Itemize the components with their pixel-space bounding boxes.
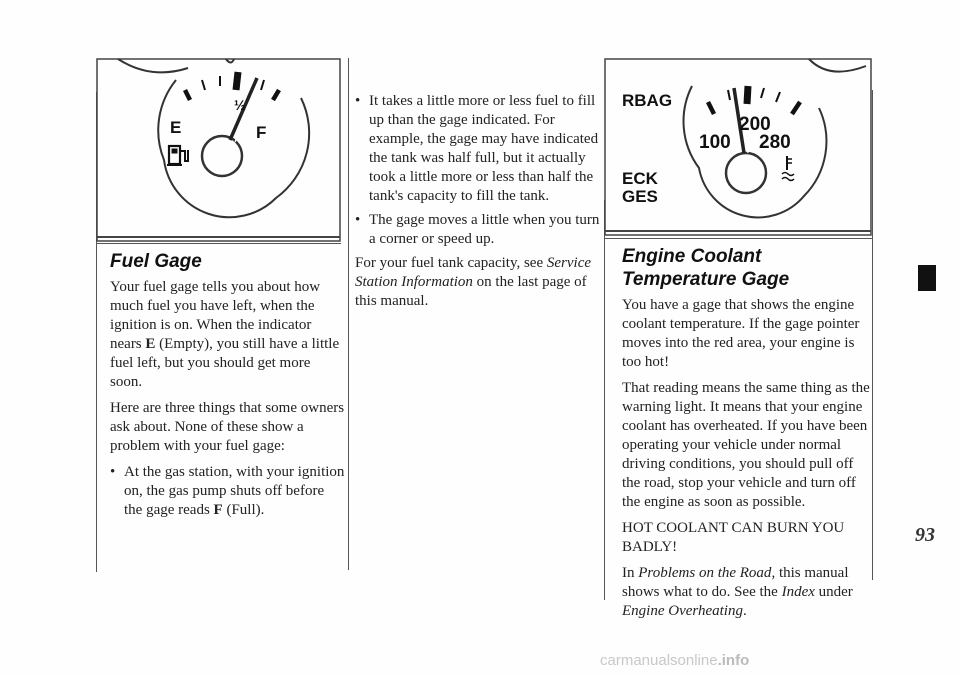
- fuel-gage-bullet-1: • At the gas station, with your ignition on, the gas pump shuts off before the gage reads F (Full).: [110, 464, 345, 518]
- coolant-gage-right-value: 280: [759, 132, 791, 153]
- fuel-gage-column-continued: [355, 92, 602, 318]
- fuel-gage-heading: Fuel Gage: [110, 251, 202, 272]
- coolant-gage-top-value: 200: [739, 114, 771, 135]
- coolant-left-text-1: RBAG: [622, 91, 673, 110]
- coolant-gage-heading: Engine Coolant Temperature Gage: [622, 246, 790, 290]
- coolant-left-text-2: ECK: [622, 169, 658, 188]
- page-number: 93: [915, 524, 935, 546]
- fuel-illustration-bottom-rule: [96, 243, 341, 244]
- fuel-gage-bullet-3: • The gage moves a little when you turn a corner or speed up.: [355, 212, 600, 247]
- coolant-paragraph-2: That reading means the same thing as the warning light. It means that your engine coolant has overheated. If you have been operating your vehicle under normal driving conditions, you should pull off the road, stop your vehicle and turn off the engine as soon as possible.: [622, 380, 870, 510]
- fuel-gage-half-mark: ½: [234, 97, 246, 113]
- coolant-temperature-icon: [782, 156, 794, 181]
- coolant-paragraph-4: In Problems on the Road, this manual shows what to do. See the Index under Engine Overheating.: [622, 565, 853, 619]
- coolant-warning: HOT COOLANT CAN BURN YOU BADLY!: [622, 520, 845, 555]
- fuel-gage-paragraph-1: Your fuel gage tells you about how much fuel you have left, when the ignition is on. When the indicator nears E (Empty), you still have a little fuel left, but you should get more soon.: [110, 279, 340, 390]
- section-tab-marker: [918, 265, 936, 291]
- watermark: carmanualsonline.info: [600, 652, 750, 669]
- coolant-paragraph-1: You have a gage that shows the engine coolant temperature. If the gage pointer moves into the red area, your engine is too hot!: [622, 297, 860, 370]
- column-rule-right-outer: [872, 90, 873, 580]
- fuel-gage-bullet-2: • It takes a little more or less fuel to fill up than the gage indicated. For example, the gage may have indicated the tank was half full, but it actually took a little more or less than half the tank's capacity to fill the tank.: [355, 93, 599, 204]
- coolant-left-text-3: GES: [622, 187, 658, 206]
- fuel-gage-full-mark: F: [256, 123, 267, 142]
- fuel-gage-paragraph-3: For your fuel tank capacity, see Service Station Information on the last page of this manual.: [355, 255, 592, 309]
- coolant-illustration-bottom-rule: [604, 238, 872, 239]
- column-rule-right-inner: [604, 200, 605, 600]
- fuel-pump-icon: [167, 146, 188, 166]
- column-rule-middle: [348, 58, 349, 570]
- fuel-gage-empty-mark: E: [170, 118, 182, 137]
- fuel-gage-paragraph-2: Here are three things that some owners ask about. None of these show a problem with your fuel gage:: [110, 400, 345, 454]
- coolant-gage-column: [622, 245, 870, 628]
- coolant-gage-illustration: [604, 58, 872, 238]
- fuel-gage-illustration: [96, 58, 341, 243]
- coolant-gage-left-value: 100: [699, 132, 731, 153]
- fuel-gage-column: [110, 250, 346, 525]
